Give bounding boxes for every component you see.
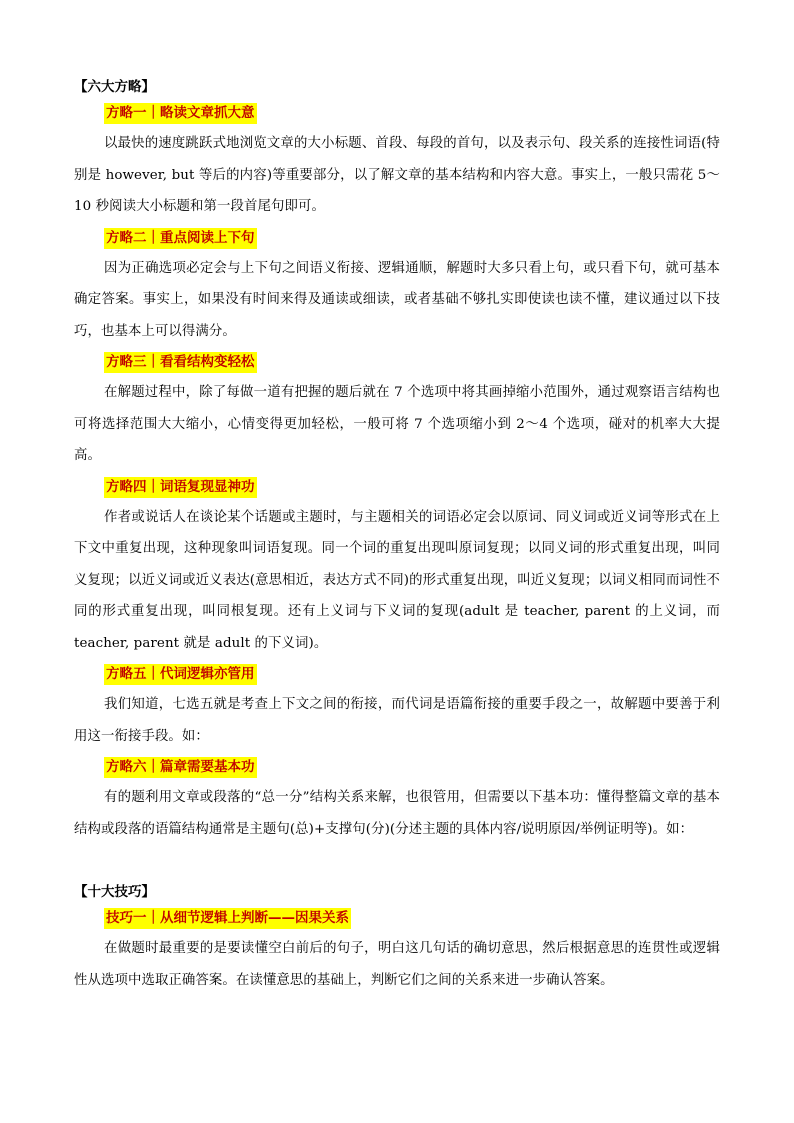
strategy-block — [74, 662, 720, 752]
strategy-block — [74, 350, 720, 472]
strategy-heading: 方略五｜代词逻辑亦管用 — [104, 664, 257, 685]
strategy-block — [74, 226, 720, 348]
technique-heading: 技巧一｜从细节逻辑上判断——因果关系 — [104, 908, 351, 929]
strategy-heading: 方略六｜篇章需要基本功 — [104, 757, 257, 778]
strategy-heading: 方略四｜词语复现显神功 — [104, 477, 257, 498]
strategy-block — [74, 101, 720, 223]
strategy-heading: 方略二｜重点阅读上下句 — [104, 228, 257, 249]
section-title-ten-techniques: 【十大技巧】 — [74, 884, 155, 900]
technique-paragraph: 在做题时最重要的是要读懂空白前后的句子，明白这几句话的确切意思，然后根据意思的连贯性或逻辑性从选项中选取正确答案。在读懂意思的基础上，判断它们之间的关系来进一步确认答案。 — [74, 941, 720, 988]
strategy-paragraph: 有的题利用文章或段落的“总一分”结构关系来解，也很管用，但需要以下基本功：懂得整篇文章的基本结构或段落的语篇结构通常是主题句(总)+支撑句(分)(分述主题的具体内容/说明原因/举例证明等)。如： — [74, 790, 720, 837]
strategy-paragraph: 作者或说话人在谈论某个话题或主题时，与主题相关的词语必定会以原词、同义词或近义词等形式在上下文中重复出现，这种现象叫词语复现。同一个词的重复出现叫原词复现；以同义词的形式重复出现，叫同义复现；以近义词或近义表达(意思相近，表达方式不同)的形式重复出现，叫近义复现；以词义相同而词性不同的形式重复出现，叫同根复现。还有上义词与下义词的复现(adult 是 teacher, parent 的上义词，而 teacher, parent 就是 adult 的下义词)。 — [74, 509, 720, 651]
strategy-block — [74, 475, 720, 660]
strategy-paragraph: 在解题过程中，除了每做一道有把握的题后就在 7 个选项中将其画掉缩小范围外，通过观察语言结构也可将选择范围大大缩小，心情变得更加轻松，一般可将 7 个选项缩小到 2～4 个选项，碰对的机率大大提高。 — [74, 385, 720, 463]
technique-block — [74, 906, 720, 996]
document-page — [74, 76, 720, 996]
strategy-paragraph: 我们知道，七选五就是考查上下文之间的衔接，而代词是语篇衔接的重要手段之一，故解题中要善于利用这一衔接手段。如： — [74, 697, 720, 744]
section-title-six-strategies: 【六大方略】 — [74, 79, 155, 95]
strategy-paragraph: 因为正确选项必定会与上下句之间语义衔接、逻辑通顺，解题时大多只看上句，或只看下句，就可基本确定答案。事实上，如果没有时间来得及通读或细读，或者基础不够扎实即使读也读不懂，建议通过以下技巧，也基本上可以得满分。 — [74, 260, 720, 339]
strategy-heading: 方略一｜略读文章抓大意 — [104, 103, 257, 124]
strategy-paragraph: 以最快的速度跳跃式地浏览文章的大小标题、首段、每段的首句，以及表示句、段关系的连接性词语(特别是 however, but 等后的内容)等重要部分，以了解文章的基本结构和内容大意。事实上，一般只需花 5～10 秒阅读大小标题和第一段首尾句即可。 — [74, 136, 720, 214]
strategy-block — [74, 755, 720, 845]
strategy-heading: 方略三｜看看结构变轻松 — [104, 352, 257, 373]
